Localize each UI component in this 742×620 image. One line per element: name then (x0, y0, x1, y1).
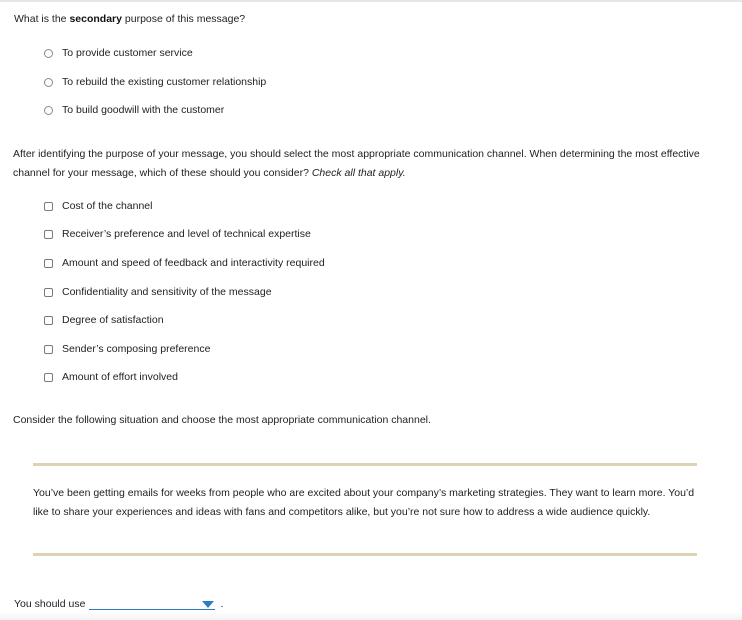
checkbox-option-effort[interactable] (44, 370, 178, 384)
checkbox-option-label[interactable]: Degree of satisfaction (62, 314, 164, 326)
checkbox-option-cost[interactable] (44, 199, 152, 213)
question-2-text: After identifying the purpose of your message, you should select the most appropriate communication channel. When determining the most effective channel for your message, which of these should you consider? (13, 148, 700, 179)
answer-prefix: You should use (14, 598, 86, 610)
question-1-suffix: purpose of this message? (121, 13, 246, 25)
checkbox-option-feedback[interactable] (44, 256, 325, 270)
radio-option-rebuild-relationship[interactable] (44, 75, 266, 89)
answer-line (14, 598, 223, 610)
checkbox-option-label[interactable]: Receiver’s preference and level of technical expertise (62, 228, 311, 240)
checkbox-option-label[interactable]: Amount of effort involved (62, 371, 178, 383)
question-1-emphasis: secondary (69, 13, 122, 25)
question-2-prompt (13, 145, 738, 182)
checkbox-option-receiver-preference[interactable] (44, 227, 311, 241)
checkbox[interactable] (44, 373, 53, 382)
checkbox[interactable] (44, 259, 53, 268)
radio-option-customer-service[interactable] (44, 46, 193, 60)
checkbox[interactable] (44, 288, 53, 297)
radio-button[interactable] (44, 106, 53, 115)
top-divider (0, 0, 742, 2)
question-1-prefix: What is the (14, 13, 70, 25)
checkbox-option-label[interactable]: Amount and speed of feedback and interactivity required (62, 257, 325, 269)
checkbox[interactable] (44, 202, 53, 211)
question-1-prompt (14, 13, 245, 25)
checkbox-option-label[interactable]: Confidentiality and sensitivity of the message (62, 286, 272, 298)
checkbox-option-satisfaction[interactable] (44, 313, 164, 327)
caret-down-icon[interactable] (202, 601, 214, 608)
radio-option-build-goodwill[interactable] (44, 103, 224, 117)
scenario-top-rule (33, 463, 697, 466)
radio-button[interactable] (44, 49, 53, 58)
checkbox[interactable] (44, 230, 53, 239)
question-2-instruction: Check all that apply. (311, 166, 406, 179)
radio-option-label[interactable]: To rebuild the existing customer relationship (62, 76, 267, 88)
scenario-text: You’ve been getting emails for weeks from people who are excited about your company’s marketing strategies. They want to learn more. You’d like to share your experiences and ideas with fans and competitors alike, but you’re not sure how to address a wide audience quickly. (33, 487, 695, 518)
radio-option-label[interactable]: To build goodwill with the customer (62, 104, 225, 116)
radio-option-label[interactable]: To provide customer service (62, 47, 193, 59)
scenario-bottom-rule (33, 553, 697, 556)
radio-button[interactable] (44, 78, 53, 87)
checkbox-option-sender-preference[interactable] (44, 342, 210, 356)
answer-suffix: . (220, 598, 224, 610)
checkbox-option-confidentiality[interactable] (44, 285, 272, 299)
checkbox-option-label[interactable]: Cost of the channel (62, 200, 153, 212)
channel-dropdown[interactable] (89, 598, 215, 610)
checkbox[interactable] (44, 345, 53, 354)
question-3-intro: Consider the following situation and choose the most appropriate communication channel. (13, 414, 431, 426)
bottom-edge (0, 612, 742, 620)
checkbox[interactable] (44, 316, 53, 325)
checkbox-option-label[interactable]: Sender’s composing preference (62, 343, 211, 355)
